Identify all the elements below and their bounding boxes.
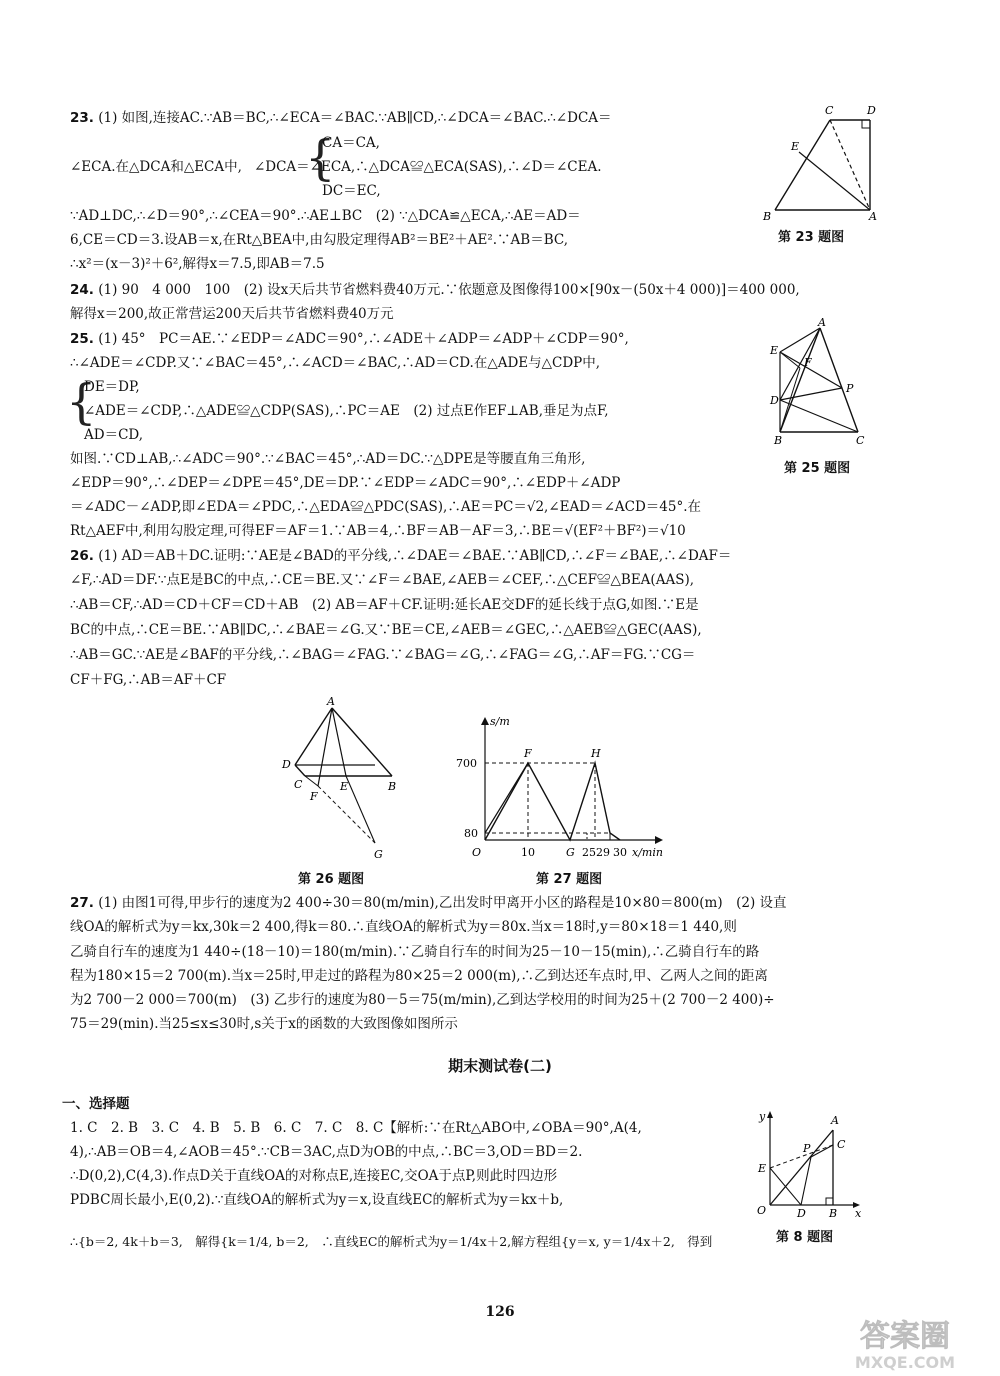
p25-line6: 如图.∵CD⊥AB,∴∠ADC＝90°.∵∠BAC＝45°,∴AD＝DC.∵△DPE是等腰直角三角形, — [70, 451, 586, 467]
f25-label-C: C — [856, 434, 865, 447]
f26-label-A: A — [327, 695, 335, 708]
f8-label-y: y — [759, 1110, 766, 1123]
p25-line3: DE＝DP, — [84, 379, 140, 395]
caption-26: 第 26 题图 — [298, 872, 365, 887]
caption-25: 第 25 题图 — [784, 461, 851, 476]
f26-label-D: D — [282, 758, 291, 771]
p26-line2: ∠F,∴AD＝DF.∵点E是BC的中点,∴CE＝BE.又∵∠F＝∠BAE,∠AEB＝∠CEF,∴△CEF≌△BEA(AAS), — [70, 572, 694, 588]
f8-label-x: x — [855, 1207, 862, 1220]
f26-label-E: E — [340, 780, 349, 793]
f25-label-P: P — [846, 382, 854, 395]
svg-text:答案圈: 答案圈 — [860, 1319, 950, 1354]
p24-line1: 24. (1) 90 4 000 100 (2) 设x天后共节省燃料费40万元.∵依题意及图像得100×[90x－(50x＋4 000)]＝400 000, — [70, 282, 800, 298]
f23-label-D: D — [867, 104, 876, 117]
p25-line4: ∠ADE＝∠CDP,∴△ADE≌△CDP(SAS),∴PC＝AE (2) 过点E作EF⊥AB,垂足为点F, — [84, 403, 609, 419]
exam2-line3: ∴D(0,2),C(4,3).作点D关于直线OA的对称点E,连接EC,交OA于点P,则此时四边形 — [70, 1168, 558, 1184]
caption-27: 第 27 题图 — [536, 872, 603, 887]
f25-label-D: D — [770, 394, 779, 407]
watermark-logo — [815, 1308, 995, 1374]
p25-brace: { — [66, 374, 97, 430]
p23-line4: ∵AD⊥DC,∴∠D＝90°,∴∠CEA＝90°.∴AE⊥BC (2) ∵△DCA≌△ECA,∴AE＝AD＝ — [70, 208, 581, 224]
p24-line2: 解得x＝200,故正常营运200天后共节省燃料费40万元 — [70, 306, 394, 322]
p23-sys1: CA＝CA, — [322, 135, 380, 151]
f23-label-B: B — [763, 210, 772, 223]
section-heading: 一、选择题 — [62, 1096, 130, 1112]
f25-label-B: B — [774, 434, 783, 447]
f27-label-H: H — [591, 747, 601, 760]
p25-line8: ＝∠ADC－∠ADP,即∠EDA＝∠PDC,∴△EDA≌△PDC(SAS),∴AE＝PC＝√2,∠EAD＝∠ACD＝45°.在 — [70, 499, 702, 515]
exam2-line4: PDBC周长最小,E(0,2).∵直线OA的解析式为y＝x,设直线EC的解析式为y＝kx＋b, — [70, 1192, 564, 1208]
p27-line1: 27. (1) 由图1可得,甲步行的速度为2 400÷30＝80(m/min),乙出发时甲离开小区的路程是10×80＝800(m) (2) 设直 — [70, 895, 787, 911]
f26-label-C: C — [294, 778, 303, 791]
f27-label-10: 10 — [521, 846, 535, 859]
p27-line6: 75＝29(min).当25≤x≤30时,s关于x的函数的大致图像如图所示 — [70, 1016, 458, 1032]
f25-label-A: A — [818, 316, 826, 329]
exam-title: 期末测试卷(二) — [448, 1057, 552, 1075]
f27-label-700: 700 — [456, 757, 477, 770]
figure-23 — [755, 100, 895, 225]
f26-label-G: G — [374, 848, 383, 861]
p25-line7: ∠EDP＝90°,∴∠DEP＝∠DPE＝45°,DE＝DP.∵∠EDP＝∠ADC＝90°,∴∠EDP＋∠ADP — [70, 475, 621, 491]
f27-label-O: O — [472, 846, 482, 859]
p23-line2: ∠ECA.在△DCA和△ECA中, ∠DCA＝∠ECA,∴△DCA≌△ECA(SAS),∴∠D＝∠CEA. — [70, 159, 602, 175]
f27-label-F: F — [524, 747, 532, 760]
f8-label-B: B — [829, 1207, 838, 1220]
f8-label-P: P — [803, 1142, 811, 1155]
p27-line5: 为2 700－2 000＝700(m) (3) 乙步行的速度为80－5＝75(m/min),乙到达学校用的时间为25＋(2 700－2 400)÷ — [70, 992, 775, 1008]
figure-25 — [770, 316, 870, 447]
p23-sys3: DC＝EC, — [322, 183, 381, 199]
p26-line3: ∴AB＝CF,∴AD＝CD＋CF＝CD＋AB (2) AB＝AF＋CF.证明:延长AE交DF的延长线于点G,如图.∵E是 — [70, 597, 699, 613]
p27-line3: 乙骑自行车的速度为1 440÷(18－10)＝180(m/min).∵乙骑自行车的时间为25－10－15(min),∴乙骑自行车的路 — [70, 944, 760, 960]
exam2-line1: 1. C 2. B 3. C 4. B 5. B 6. C 7. C 8. C【解析:∵在Rt△ABO中,∠OBA＝90°,A(4, — [70, 1120, 642, 1136]
page-number: 126 — [485, 1304, 515, 1320]
f8-label-O: O — [757, 1204, 767, 1217]
exam2-line2: 4),∴AB＝OB＝4,∠AOB＝45°.∵CB＝3AC,点D为OB的中点,∴BC＝3,OD＝BD＝2. — [70, 1144, 583, 1160]
exam2-line5: ∴{b＝2, 4k＋b＝3, 解得{k＝1/4, b＝2, ∴直线EC的解析式为y＝1/4x＋2,解方程组{y＝x, y＝1/4x＋2, 得到 — [70, 1234, 713, 1249]
svg-text:MXQE.COM: MXQE.COM — [854, 1353, 956, 1372]
p26-line1: 26. (1) AD＝AB＋DC.证明:∵AE是∠BAD的平分线,∴∠DAE＝∠BAE.∵AB∥CD,∴∠F＝∠BAE,∴∠DAF＝ — [70, 548, 732, 564]
f8-label-E: E — [758, 1162, 767, 1175]
p23-line1: 23. (1) 如图,连接AC.∵AB＝BC,∴∠ECA＝∠BAC.∵AB∥CD,∴∠DCA＝∠BAC.∴∠DCA＝ — [70, 110, 612, 126]
p25-line9: Rt△AEF中,利用勾股定理,可得EF＝AF＝1.∵AB＝4,∴BF＝AB－AF＝3,∴BE＝√(EF²＋BF²)＝√10 — [70, 523, 686, 539]
f26-label-B: B — [388, 780, 397, 793]
f27-label-2529: 2529 — [582, 846, 610, 859]
figure-8 — [755, 1110, 865, 1220]
f25-label-F: F — [804, 356, 812, 369]
caption-8: 第 8 题图 — [776, 1230, 834, 1245]
f27-label-x: x/min — [632, 846, 663, 859]
f27-label-30: 30 — [613, 846, 627, 859]
figure-27 — [456, 715, 690, 860]
f23-label-C: C — [825, 104, 834, 117]
f23-label-E: E — [791, 140, 800, 153]
p27-line2: 线OA的解析式为y＝kx,30k＝2 400,得k＝80.∴直线OA的解析式为y＝80x.当x＝18时,y＝80×18＝1 440,则 — [70, 919, 737, 935]
f8-label-C: C — [837, 1138, 846, 1151]
p23-line6: ∴x²＝(x－3)²＋6²,解得x＝7.5,即AB＝7.5 — [70, 256, 325, 272]
p26-line5: ∴AB＝GC.∵AE是∠BAF的平分线,∴∠BAG＝∠FAG.∵∠BAG＝∠G,∴∠FAG＝∠G,∴AF＝FG.∵CG＝ — [70, 647, 696, 663]
f27-label-G: G — [566, 846, 575, 859]
f27-label-80: 80 — [464, 827, 478, 840]
f8-label-D: D — [797, 1207, 806, 1220]
f27-label-s: s/m — [490, 715, 510, 728]
f25-label-E: E — [770, 344, 779, 357]
p25-line5: AD＝CD, — [84, 427, 144, 443]
f8-label-A: A — [831, 1114, 839, 1127]
f23-label-A: A — [869, 210, 877, 223]
p25-line2: ∴∠ADE＝∠CDP.又∵∠BAC＝45°,∴∠ACD＝∠BAC,∴AD＝CD.在△ADE与△CDP中, — [70, 355, 601, 371]
caption-23: 第 23 题图 — [778, 230, 845, 245]
p27-line4: 程为180×15＝2 700(m).当x＝25时,甲走过的路程为80×25＝2 000(m),∴乙到达还车点时,甲、乙两人之间的距离 — [70, 968, 768, 984]
p25-line1: 25. (1) 45° PC＝AE.∵∠EDP＝∠ADC＝90°,∴∠ADE＋∠ADP＝∠ADP＋∠CDP＝90°, — [70, 331, 629, 347]
figure-26 — [280, 695, 410, 863]
f26-label-F: F — [310, 790, 318, 803]
p23-brace: { — [305, 130, 336, 186]
p26-line6: CF＋FG,∴AB＝AF＋CF — [70, 672, 227, 688]
p23-line5: 6,CE＝CD＝3.设AB＝x,在Rt△BEA中,由勾股定理得AB²＝BE²＋AE².∵AB＝BC, — [70, 232, 569, 248]
p26-line4: BC的中点,∴CE＝BE.∵AB∥DC,∴∠BAE＝∠G.又∵BE＝CE,∠AEB＝∠GEC,∴△AEB≌△GEC(AAS), — [70, 622, 702, 638]
